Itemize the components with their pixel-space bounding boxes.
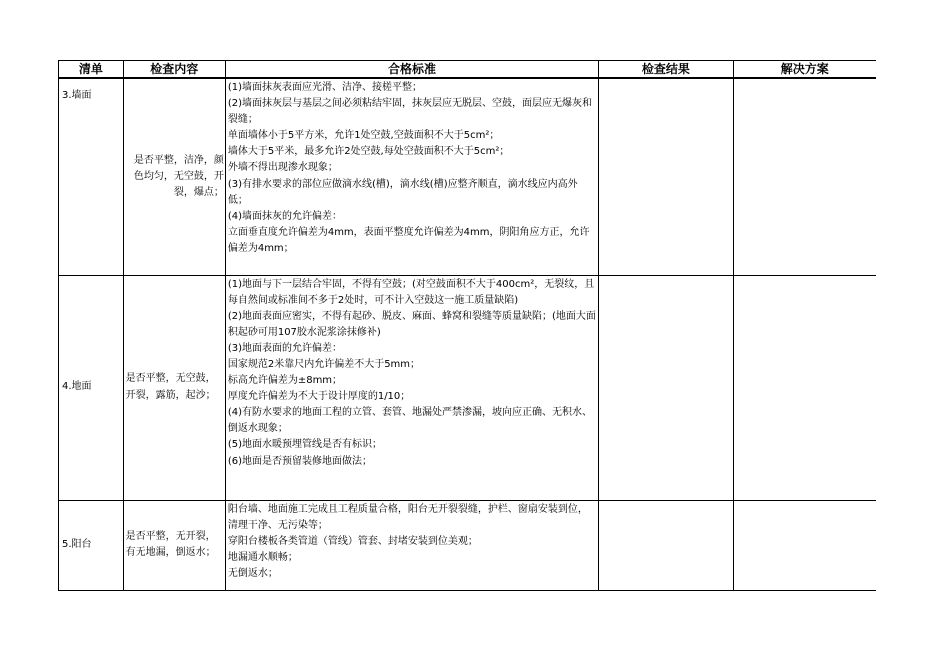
row-content-cell[interactable]: [123, 275, 225, 500]
row-solution-cell[interactable]: [733, 500, 876, 590]
row-standard-cell[interactable]: [225, 78, 598, 275]
row-item-cell[interactable]: [59, 275, 124, 500]
row-item-cell[interactable]: [59, 78, 124, 275]
header-item: 清单: [59, 61, 124, 79]
row-result-cell[interactable]: [599, 275, 734, 500]
row-standard-cell[interactable]: [225, 275, 598, 500]
standard-line: 外墙不得出现渗水现象；: [227, 162, 338, 174]
standard-line: 无倒返水；: [227, 567, 278, 579]
table-row: [59, 500, 877, 590]
standard-line: (3)有排水要求的部位应做滴水线(槽)，滴水线(槽)应整齐顺直，滴水线应内高外低；: [227, 178, 578, 206]
row-standard-cell[interactable]: [225, 500, 598, 590]
inspection-table: [58, 60, 876, 591]
row-content-text: 是否平整，无开裂，有无地漏，倒返水；: [125, 530, 216, 558]
standard-line: 地漏通水顺畅；: [227, 551, 298, 563]
standard-line: 厚度允许偏差为不大于设计厚度的1/10；: [227, 391, 411, 403]
row-result-cell[interactable]: [599, 500, 734, 590]
standard-line: (2)墙面抹灰层与基层之间必须粘结牢固，抹灰层应无脱层、空鼓，面层应无爆灰和裂缝；: [227, 98, 592, 126]
standard-line: (1)地面与下一层结合牢固，不得有空鼓；(对空鼓面积不大于400cm²，无裂纹，且每自然间或标准间不多于2处时，可不计入空鼓这一施工质量缺陷): [227, 278, 595, 306]
header-row: [59, 61, 877, 79]
standard-line: (4)墙面抹灰的允许偏差：: [227, 210, 342, 222]
row-item-label: 3.墙面: [62, 90, 92, 101]
table-row: [59, 275, 877, 500]
row-content-cell[interactable]: [123, 78, 225, 275]
standard-line: 阳台墙、地面施工完成且工程质量合格，阳台无开裂裂缝，护栏、窗扇安装到位，清理干净、无污染等；: [227, 503, 588, 531]
standard-line: (5)地面水暖预埋管线是否有标识；: [227, 439, 382, 451]
standard-line: (3)地面表面的允许偏差：: [227, 342, 342, 354]
row-item-cell[interactable]: [59, 500, 124, 590]
standard-line: 墙体大于5平米，最多允许2处空鼓,每处空鼓面积不大于5cm²；: [227, 146, 510, 158]
row-content-text: 是否平整，洁净，颜色均匀，无空鼓，开裂，爆点；: [133, 154, 224, 198]
header-content: 检查内容: [123, 61, 225, 79]
row-item-label: 5.阳台: [62, 538, 92, 550]
standard-line: 标高允许偏差为±8mm；: [227, 375, 343, 387]
standard-line: (1)墙面抹灰表面应光滑、洁净、接槎平整；: [227, 82, 422, 93]
table-row: [59, 78, 877, 275]
standard-line: 国家规范2米靠尺内允许偏差不大于5mm；: [227, 358, 421, 370]
header-result: 检查结果: [599, 61, 734, 79]
row-solution-cell[interactable]: [733, 78, 876, 275]
standard-line: (6)地面是否预留装修地面做法；: [227, 455, 372, 467]
inspection-sheet: [58, 60, 876, 591]
row-solution-cell[interactable]: [733, 275, 876, 500]
header-solution: 解决方案: [733, 61, 876, 79]
standard-line: (4)有防水要求的地面工程的立管、套管、地漏处严禁渗漏，坡向应正确、无积水、倒返水现象；: [227, 407, 592, 435]
row-item-label: 4.地面: [62, 381, 92, 393]
header-standard: 合格标准: [225, 61, 598, 79]
standard-line: 穿阳台楼板各类管道（管线）管套、封堵安装到位美观；: [227, 535, 478, 547]
standard-line: (2)地面表面应密实，不得有起砂、脱皮、麻面、蜂窝和裂缝等质量缺陷；(地面大面积起砂可用107胶水泥浆涂抹修补): [227, 310, 596, 338]
standard-line: 立面垂直度允许偏差为4mm，表面平整度允许偏差为4mm，阴阳角应方正，允许偏差为4mm；: [227, 226, 590, 254]
standard-line: 单面墙体小于5平方米，允许1处空鼓,空鼓面积不大于5cm²；: [227, 130, 500, 142]
row-content-cell[interactable]: [123, 500, 225, 590]
row-content-text: 是否平整，无空鼓，开裂，露筋，起沙；: [125, 373, 216, 401]
row-result-cell[interactable]: [599, 78, 734, 275]
